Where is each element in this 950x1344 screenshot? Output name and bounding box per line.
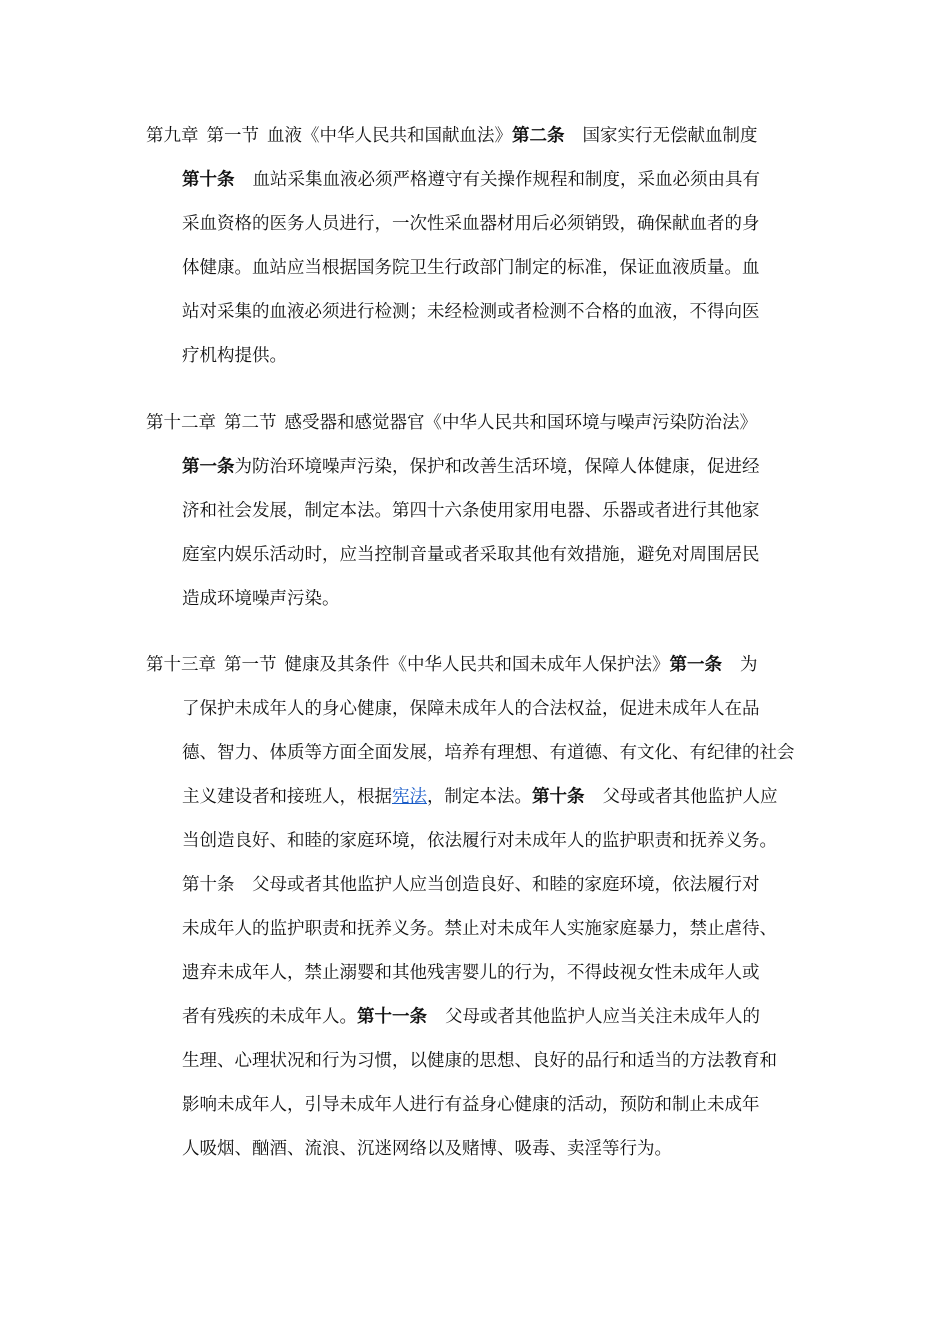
body-line: 德、智力、体质等方面全面发展，培养有理想、有道德、有文化、有纪律的社会 [182,743,795,763]
body-text: 为防治环境噪声污染，保护和改善生活环境，保障人体健康，促进经 [234,457,760,477]
body-line: 影响未成年人，引导未成年人进行有益身心健康的活动，预防和制止未成年 [182,1095,760,1115]
article-number: 第一条 [669,655,722,675]
body-line: 未成年人的监护职责和抚养义务。禁止对未成年人实施家庭暴力，禁止虐待、 [182,919,777,939]
body-line [182,445,811,489]
body-line [182,775,811,819]
section-heading [146,643,811,687]
body-text: ，制定本法。 [427,787,532,807]
body-line [182,158,811,202]
section-body [182,687,811,1171]
section-body [182,158,811,378]
section-heading [146,114,811,158]
body-line: 遗弃未成年人，禁止溺婴和其他残害婴儿的行为，不得歧视女性未成年人或 [182,963,760,983]
body-line: 庭室内娱乐活动时，应当控制音量或者采取其他有效措施，避免对周围居民 [182,545,760,565]
body-line: 济和社会发展，制定本法。第四十六条使用家用电器、乐器或者进行其他家 [182,501,760,521]
article-number: 第十条 [532,787,585,807]
section-label: 第一节 [224,655,277,675]
section-chapter-13 [146,643,811,1171]
body-line: 站对采集的血液必须进行检测；未经检测或者检测不合格的血液，不得向医 [182,302,760,322]
body-line: 造成环境噪声污染。 [182,589,340,609]
body-line: 第十条 父母或者其他监护人应当创造良好、和睦的家庭环境，依法履行对 [182,875,760,895]
article-number: 第二条 [512,126,565,146]
body-line: 人吸烟、酗酒、流浪、沉迷网络以及赌博、吸毒、卖淫等行为。 [182,1139,672,1159]
section-chapter-12 [146,401,811,621]
body-text: 父母或者其他监护人应 [602,787,778,807]
body-text: 血站采集血液必须严格遵守有关操作规程和制度，采血必须由具有 [252,170,760,190]
article-number: 第一条 [182,457,235,477]
body-text: 者有残疾的未成年人。 [182,1007,357,1027]
body-line: 了保护未成年人的身心健康，保障未成年人的合法权益，促进未成年人在品 [182,699,760,719]
body-line: 生理、心理状况和行为习惯，以健康的思想、良好的品行和适当的方法教育和 [182,1051,777,1071]
body-line: 采血资格的医务人员进行，一次性采血器材用后必须销毁，确保献血者的身 [182,214,760,234]
constitution-link[interactable]: 宪法 [392,787,427,807]
section-heading [146,401,811,445]
article-number: 第十条 [182,170,235,190]
section-body [182,445,811,621]
chapter-label: 第十三章 [146,655,216,675]
body-line: 疗机构提供。 [182,346,287,366]
article-number: 第十一条 [357,1007,427,1027]
article-text: 国家实行无偿献血制度 [582,126,758,146]
topic-label: 感受器和感觉器官《中华人民共和国环境与噪声污染防治法》 [284,413,757,433]
body-text: 主义建设者和接班人，根据 [182,787,392,807]
section-chapter-9 [146,114,811,378]
body-line [182,995,811,1039]
topic-label: 健康及其条件《中华人民共和国未成年人保护法》 [284,655,670,675]
section-label: 第二节 [224,413,277,433]
body-text: 父母或者其他监护人应当关注未成年人的 [445,1007,760,1027]
body-line: 体健康。血站应当根据国务院卫生行政部门制定的标准，保证血液质量。血 [182,258,760,278]
chapter-label: 第十二章 [146,413,216,433]
topic-label: 血液《中华人民共和国献血法》 [267,126,512,146]
article-text: 为 [740,655,758,675]
body-line: 当创造良好、和睦的家庭环境，依法履行对未成年人的监护职责和抚养义务。 [182,831,777,851]
chapter-label: 第九章 [146,126,199,146]
section-label: 第一节 [206,126,259,146]
